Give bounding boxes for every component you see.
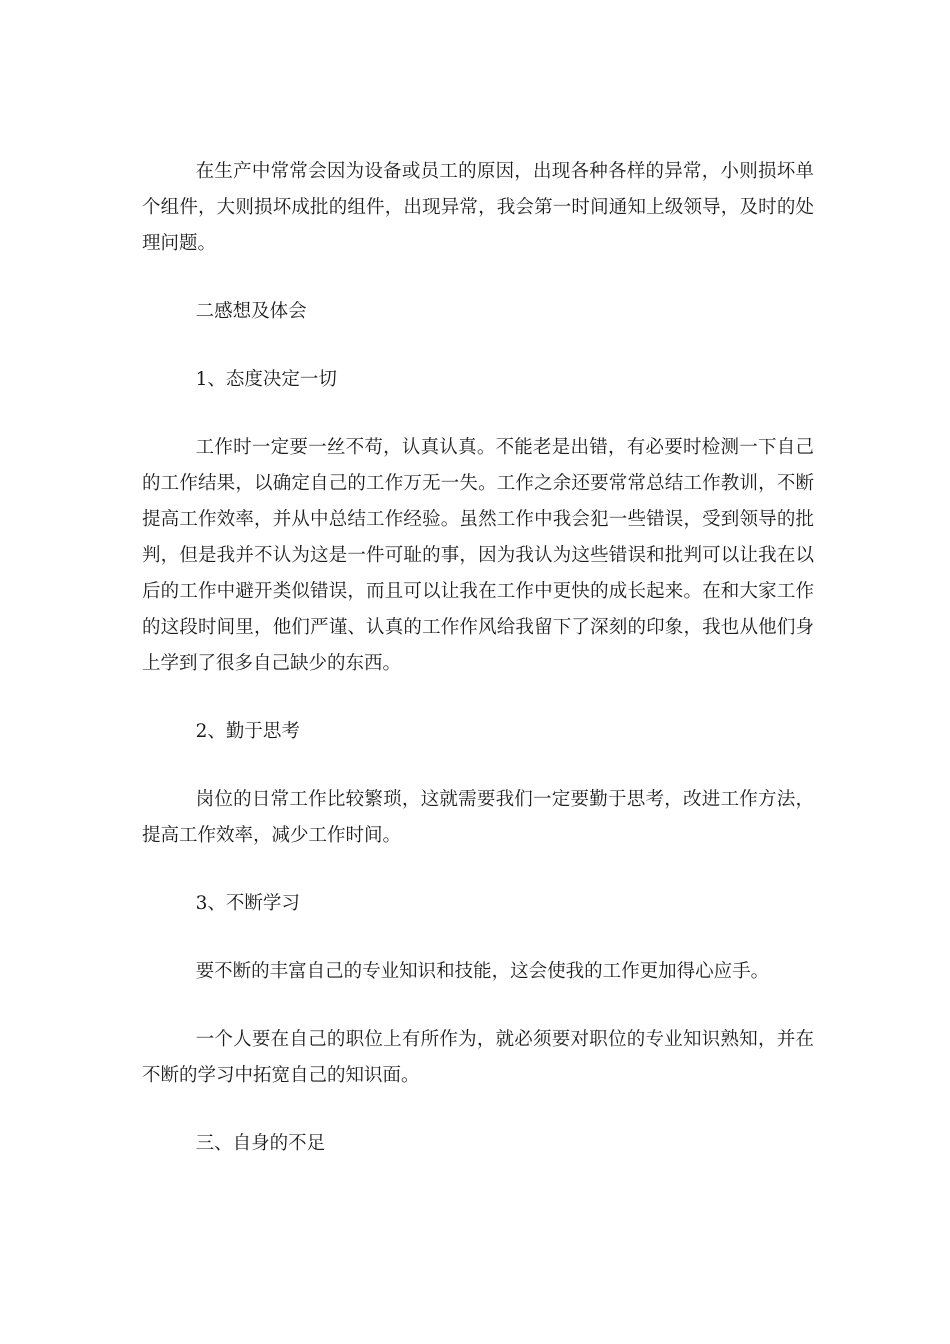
paragraph-learning-knowledge: 一个人要在自己的职位上有所作为，就必须要对职位的专业知识熟知，并在不断的学习中拓宽自己的知识面。 bbox=[142, 1029, 814, 1086]
section-heading-shortcomings: 三、自身的不足 bbox=[195, 1133, 326, 1154]
paragraph-learning-skills: 要不断的丰富自己的专业知识和技能，这会使我的工作更加得心应手。 bbox=[195, 961, 770, 982]
subheading-attitude: 1、态度决定一切 bbox=[195, 369, 337, 390]
paragraph-thinking: 岗位的日常工作比较繁琐，这就需要我们一定要勤于思考，改进工作方法，提高工作效率，减少工作时间。 bbox=[142, 789, 814, 846]
subheading-learning: 3、不断学习 bbox=[195, 893, 300, 914]
paragraph-attitude: 工作时一定要一丝不苟，认真认真。不能老是出错，有必要时检测一下自己的工作结果，以确定自己的工作万无一失。工作之余还要常常总结工作教训，不断提高工作效率，并从中总结工作经验。虽然工作中我会犯一些错误，受到领导的批判，但是我并不认为这是一件可耻的事，因为我认为这些错误和批判可以让我在以后的工作中避开类似错误，而且可以让我在工作中更快的成长起来。在和大家工作的这段时间里，他们严谨、认真的工作作风给我留下了深刻的印象，我也从他们身上学到了很多自己缺少的东西。 bbox=[142, 437, 814, 674]
document-body bbox=[142, 154, 814, 1194]
section-heading-reflections: 二感想及体会 bbox=[195, 301, 307, 322]
paragraph-production-anomalies: 在生产中常常会因为设备或员工的原因，出现各种各样的异常，小则损坏单个组件，大则损坏成批的组件，出现异常，我会第一时间通知上级领导，及时的处理问题。 bbox=[142, 161, 814, 254]
subheading-thinking: 2、勤于思考 bbox=[195, 721, 300, 742]
